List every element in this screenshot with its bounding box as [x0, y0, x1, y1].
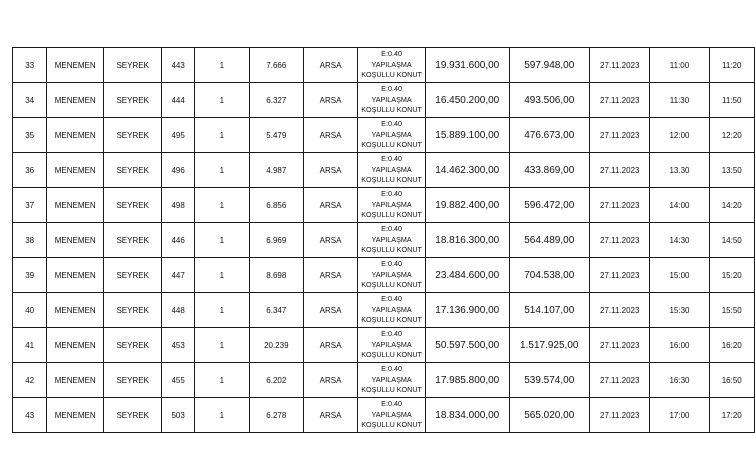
property-type-cell: ARSA — [303, 223, 357, 258]
neighborhood-cell: SEYREK — [104, 48, 162, 83]
estimated-value-cell: 16.450.200,00 — [425, 83, 509, 118]
district-cell: MENEMEN — [47, 223, 104, 258]
deposit-cell: 476.673,00 — [509, 118, 589, 153]
estimated-value-cell: 23.484.600,00 — [425, 258, 509, 293]
estimated-value-cell: 15.889.100,00 — [425, 118, 509, 153]
zoning-line: YAPILAŞMA — [371, 234, 412, 244]
district-cell: MENEMEN — [47, 363, 104, 398]
area-cell: 6.856 — [249, 188, 303, 223]
zoning-line: E:0.40 — [381, 119, 402, 129]
row-number-cell: 39 — [13, 258, 47, 293]
property-type-cell: ARSA — [303, 293, 357, 328]
area-cell: 8.698 — [249, 258, 303, 293]
parcel-cell: 447 — [162, 258, 195, 293]
area-cell: 7.666 — [249, 48, 303, 83]
area-cell: 6.202 — [249, 363, 303, 398]
row-number-cell: 36 — [13, 153, 47, 188]
zoning-line: E:0.40 — [381, 259, 402, 269]
zoning-line: KOŞULLU KONUT — [361, 140, 422, 150]
block-cell: 1 — [194, 118, 249, 153]
area-cell: 6.347 — [249, 293, 303, 328]
deposit-cell: 1.517.925,00 — [509, 328, 589, 363]
auction-date-cell: 27.11.2023 — [589, 258, 649, 293]
zoning-line: KOŞULLU KONUT — [361, 420, 422, 430]
parcel-cell: 503 — [162, 398, 195, 433]
zoning-line: YAPILAŞMA — [371, 59, 412, 69]
start-time-cell: 16:30 — [650, 363, 709, 398]
property-type-cell: ARSA — [303, 118, 357, 153]
row-number-cell: 42 — [13, 363, 47, 398]
neighborhood-cell: SEYREK — [104, 398, 162, 433]
neighborhood-cell: SEYREK — [104, 118, 162, 153]
block-cell: 1 — [194, 328, 249, 363]
auction-date-cell: 27.11.2023 — [589, 48, 649, 83]
parcel-cell: 446 — [162, 223, 195, 258]
property-type-cell: ARSA — [303, 328, 357, 363]
auction-date-cell: 27.11.2023 — [589, 293, 649, 328]
estimated-value-cell: 17.136.900,00 — [425, 293, 509, 328]
deposit-cell: 539.574,00 — [509, 363, 589, 398]
zoning-line: KOŞULLU KONUT — [361, 210, 422, 220]
zoning-cell — [358, 188, 426, 223]
zoning-line: KOŞULLU KONUT — [361, 245, 422, 255]
district-cell: MENEMEN — [47, 258, 104, 293]
zoning-line: E:0.40 — [381, 329, 402, 339]
parcel-cell: 498 — [162, 188, 195, 223]
zoning-line: E:0.40 — [381, 364, 402, 374]
block-cell: 1 — [194, 83, 249, 118]
start-time-cell: 16:00 — [650, 328, 709, 363]
neighborhood-cell: SEYREK — [104, 293, 162, 328]
auction-date-cell: 27.11.2023 — [589, 118, 649, 153]
block-cell: 1 — [194, 223, 249, 258]
end-time-cell: 12:20 — [709, 118, 754, 153]
table-body — [13, 48, 755, 433]
neighborhood-cell: SEYREK — [104, 188, 162, 223]
estimated-value-cell: 18.834.000,00 — [425, 398, 509, 433]
deposit-cell: 704.538,00 — [509, 258, 589, 293]
zoning-line: E:0.40 — [381, 84, 402, 94]
parcel-cell: 443 — [162, 48, 195, 83]
end-time-cell: 15:50 — [709, 293, 754, 328]
block-cell: 1 — [194, 188, 249, 223]
row-number-cell: 41 — [13, 328, 47, 363]
zoning-line: KOŞULLU KONUT — [361, 70, 422, 80]
block-cell: 1 — [194, 293, 249, 328]
start-time-cell: 15:30 — [650, 293, 709, 328]
zoning-line: YAPILAŞMA — [371, 374, 412, 384]
property-type-cell: ARSA — [303, 48, 357, 83]
estimated-value-cell: 19.931.600,00 — [425, 48, 509, 83]
district-cell: MENEMEN — [47, 188, 104, 223]
zoning-cell — [358, 398, 426, 433]
start-time-cell: 17:00 — [650, 398, 709, 433]
zoning-cell — [358, 363, 426, 398]
auction-date-cell: 27.11.2023 — [589, 188, 649, 223]
neighborhood-cell: SEYREK — [104, 258, 162, 293]
table-row — [13, 188, 755, 223]
start-time-cell: 12:00 — [650, 118, 709, 153]
table-row — [13, 118, 755, 153]
zoning-line: KOŞULLU KONUT — [361, 175, 422, 185]
zoning-line: YAPILAŞMA — [371, 269, 412, 279]
district-cell: MENEMEN — [47, 398, 104, 433]
block-cell: 1 — [194, 153, 249, 188]
zoning-line: YAPILAŞMA — [371, 339, 412, 349]
district-cell: MENEMEN — [47, 293, 104, 328]
zoning-line: YAPILAŞMA — [371, 129, 412, 139]
zoning-cell — [358, 118, 426, 153]
block-cell: 1 — [194, 48, 249, 83]
zoning-cell — [358, 153, 426, 188]
row-number-cell: 35 — [13, 118, 47, 153]
zoning-line: E:0.40 — [381, 399, 402, 409]
zoning-cell — [358, 83, 426, 118]
auction-date-cell: 27.11.2023 — [589, 398, 649, 433]
property-type-cell: ARSA — [303, 258, 357, 293]
start-time-cell: 15:00 — [650, 258, 709, 293]
row-number-cell: 40 — [13, 293, 47, 328]
property-type-cell: ARSA — [303, 188, 357, 223]
zoning-line: YAPILAŞMA — [371, 409, 412, 419]
neighborhood-cell: SEYREK — [104, 223, 162, 258]
zoning-line: KOŞULLU KONUT — [361, 385, 422, 395]
row-number-cell: 38 — [13, 223, 47, 258]
deposit-cell: 564.489,00 — [509, 223, 589, 258]
start-time-cell: 14:30 — [650, 223, 709, 258]
property-type-cell: ARSA — [303, 83, 357, 118]
block-cell: 1 — [194, 258, 249, 293]
end-time-cell: 14:50 — [709, 223, 754, 258]
row-number-cell: 43 — [13, 398, 47, 433]
zoning-line: YAPILAŞMA — [371, 164, 412, 174]
row-number-cell: 33 — [13, 48, 47, 83]
table-row — [13, 258, 755, 293]
deposit-cell: 514.107,00 — [509, 293, 589, 328]
property-type-cell: ARSA — [303, 398, 357, 433]
area-cell: 5.479 — [249, 118, 303, 153]
zoning-line: KOŞULLU KONUT — [361, 350, 422, 360]
property-type-cell: ARSA — [303, 363, 357, 398]
deposit-cell: 493.506,00 — [509, 83, 589, 118]
district-cell: MENEMEN — [47, 153, 104, 188]
district-cell: MENEMEN — [47, 118, 104, 153]
zoning-line: YAPILAŞMA — [371, 304, 412, 314]
row-number-cell: 37 — [13, 188, 47, 223]
parcel-cell: 453 — [162, 328, 195, 363]
auction-date-cell: 27.11.2023 — [589, 363, 649, 398]
end-time-cell: 16:20 — [709, 328, 754, 363]
estimated-value-cell: 14.462.300,00 — [425, 153, 509, 188]
table-row — [13, 328, 755, 363]
end-time-cell: 16:50 — [709, 363, 754, 398]
neighborhood-cell: SEYREK — [104, 363, 162, 398]
table-row — [13, 223, 755, 258]
auction-date-cell: 27.11.2023 — [589, 153, 649, 188]
parcel-cell: 448 — [162, 293, 195, 328]
zoning-cell — [358, 48, 426, 83]
neighborhood-cell: SEYREK — [104, 83, 162, 118]
start-time-cell: 11:00 — [650, 48, 709, 83]
table-row — [13, 398, 755, 433]
table-row — [13, 153, 755, 188]
neighborhood-cell: SEYREK — [104, 328, 162, 363]
zoning-line: E:0.40 — [381, 224, 402, 234]
deposit-cell: 597.948,00 — [509, 48, 589, 83]
auction-date-cell: 27.11.2023 — [589, 328, 649, 363]
deposit-cell: 433.869,00 — [509, 153, 589, 188]
zoning-line: E:0.40 — [381, 294, 402, 304]
end-time-cell: 17:20 — [709, 398, 754, 433]
district-cell: MENEMEN — [47, 328, 104, 363]
zoning-line: KOŞULLU KONUT — [361, 105, 422, 115]
zoning-cell — [358, 258, 426, 293]
zoning-line: E:0.40 — [381, 154, 402, 164]
parcel-cell: 495 — [162, 118, 195, 153]
deposit-cell: 596.472,00 — [509, 188, 589, 223]
deposit-cell: 565.020,00 — [509, 398, 589, 433]
end-time-cell: 13:50 — [709, 153, 754, 188]
auction-date-cell: 27.11.2023 — [589, 223, 649, 258]
parcel-cell: 496 — [162, 153, 195, 188]
zoning-line: YAPILAŞMA — [371, 94, 412, 104]
block-cell: 1 — [194, 363, 249, 398]
neighborhood-cell: SEYREK — [104, 153, 162, 188]
zoning-line: KOŞULLU KONUT — [361, 315, 422, 325]
start-time-cell: 11:30 — [650, 83, 709, 118]
table-row — [13, 48, 755, 83]
zoning-line: YAPILAŞMA — [371, 199, 412, 209]
estimated-value-cell: 19.882.400,00 — [425, 188, 509, 223]
zoning-cell — [358, 223, 426, 258]
row-number-cell: 34 — [13, 83, 47, 118]
area-cell: 6.327 — [249, 83, 303, 118]
area-cell: 20.239 — [249, 328, 303, 363]
area-cell: 4.987 — [249, 153, 303, 188]
estimated-value-cell: 50.597.500,00 — [425, 328, 509, 363]
area-cell: 6.969 — [249, 223, 303, 258]
block-cell: 1 — [194, 398, 249, 433]
parcel-cell: 455 — [162, 363, 195, 398]
area-cell: 6.278 — [249, 398, 303, 433]
zoning-line: E:0.40 — [381, 189, 402, 199]
estimated-value-cell: 18.816.300,00 — [425, 223, 509, 258]
property-type-cell: ARSA — [303, 153, 357, 188]
end-time-cell: 11:50 — [709, 83, 754, 118]
start-time-cell: 13.30 — [650, 153, 709, 188]
end-time-cell: 14:20 — [709, 188, 754, 223]
zoning-line: E:0.40 — [381, 49, 402, 59]
parcel-cell: 444 — [162, 83, 195, 118]
auction-date-cell: 27.11.2023 — [589, 83, 649, 118]
zoning-line: KOŞULLU KONUT — [361, 280, 422, 290]
end-time-cell: 15:20 — [709, 258, 754, 293]
table-row — [13, 363, 755, 398]
zoning-cell — [358, 328, 426, 363]
table-row — [13, 83, 755, 118]
estimated-value-cell: 17.985.800,00 — [425, 363, 509, 398]
end-time-cell: 11:20 — [709, 48, 754, 83]
start-time-cell: 14:00 — [650, 188, 709, 223]
district-cell: MENEMEN — [47, 83, 104, 118]
table-row — [13, 293, 755, 328]
district-cell: MENEMEN — [47, 48, 104, 83]
zoning-cell — [358, 293, 426, 328]
auction-table — [12, 47, 755, 433]
